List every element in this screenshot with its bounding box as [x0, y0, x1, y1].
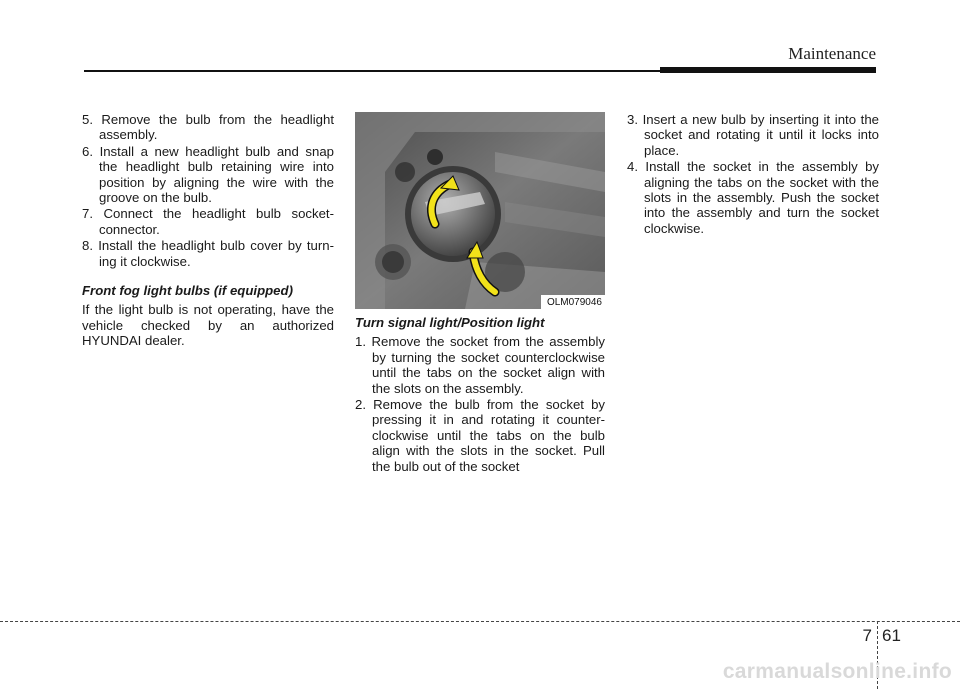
middle-column: [355, 112, 605, 475]
socket-illustration: [355, 112, 605, 309]
image-code: OLM079046: [541, 295, 605, 309]
section-title: Maintenance: [788, 44, 876, 63]
watermark-text: carmanualsonline.info: [722, 660, 952, 683]
socket-photo: [355, 112, 605, 309]
header-rule-thick: [660, 67, 876, 73]
right-column: [627, 112, 879, 237]
fog-light-paragraph: If the light bulb is not operating, have the vehicle checked by an authorized HYUNDAI dealer.: [82, 302, 334, 349]
step-7: 7. Connect the headlight bulb socket-connector.: [82, 206, 334, 237]
step-8: 8. Install the headlight bulb cover by turn-ing it clockwise.: [82, 238, 334, 269]
chapter-number: 7: [862, 626, 872, 645]
step-5: 5. Remove the bulb from the headlight assembly.: [82, 112, 334, 143]
turn-signal-steps-list: [355, 334, 605, 474]
headlight-steps-list: [82, 112, 334, 269]
fog-light-subheading: Front fog light bulbs (if equipped): [82, 283, 293, 299]
footer-rule: [0, 621, 960, 622]
step-6: 6. Install a new headlight bulb and snap the headlight bulb retaining wire into position by aligning the wire with the groove on the bulb.: [82, 143, 334, 206]
step-4: 4. Install the socket in the assembly by aligning the tabs on the socket with the slots in the assembly. Push the socket into the assembly and turn the socket clockwise.: [627, 159, 879, 236]
step-3: 3. Insert a new bulb by inserting it into the socket and rotating it until it locks into place.: [627, 112, 879, 158]
header-rule-thin: [84, 70, 660, 72]
install-steps-list: [627, 112, 879, 236]
step-2: 2. Remove the bulb from the socket by pressing it in and rotating it counter-clockwise until the tabs on the bulb align with the slots in the socket. Pull the bulb out of the socket: [355, 397, 605, 474]
step-1: 1. Remove the socket from the assembly by turning the socket counterclockwise until the tabs on the socket align with the slots on the assembly.: [355, 334, 605, 396]
turn-signal-subheading: Turn signal light/Position light: [355, 315, 545, 330]
page-number: 61: [882, 626, 901, 645]
left-column: [82, 112, 334, 349]
